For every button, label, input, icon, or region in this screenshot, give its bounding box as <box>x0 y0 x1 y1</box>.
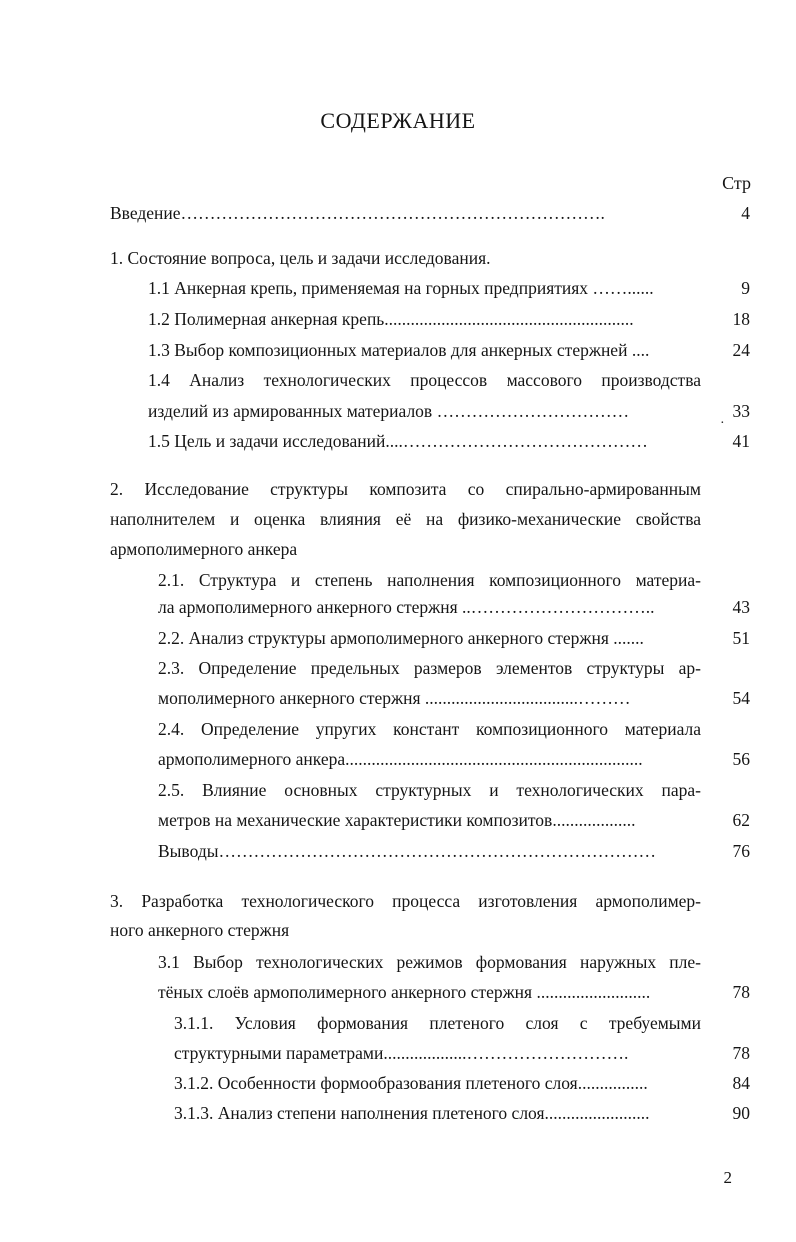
toc-entry-page: 76 <box>732 841 750 861</box>
toc-entry-page: 78 <box>732 982 750 1002</box>
toc-entry-page: 56 <box>732 749 750 769</box>
toc-entry-text: 3. Разработка технологического процесса изготовления армополимер- <box>110 891 701 911</box>
toc-entry-text: Выводы………………………………………………………………… <box>158 841 656 861</box>
toc-entry-page: 78 <box>732 1043 750 1063</box>
toc-entry-text: 2.2. Анализ структуры армополимерного анкерного стержня ....... <box>158 628 644 648</box>
toc-entry-page: 4 <box>741 203 750 223</box>
toc-entry-text: 3.1.2. Особенности формообразования плетеного слоя................ <box>174 1073 648 1093</box>
toc-entry-text: изделий из армированных материалов …………………………… <box>148 401 630 421</box>
toc-entry-text: 2.5. Влияние основных структурных и технологических пара- <box>158 780 701 800</box>
stray-mark: · <box>720 416 725 431</box>
toc-entry-text: 3.1 Выбор технологических режимов формования наружных пле- <box>158 952 701 972</box>
page-column-header: Стр <box>722 173 751 193</box>
toc-entry-page: 33 <box>732 401 750 421</box>
toc-entry-text: 3.1.1. Условия формования плетеного слоя с требуемыми <box>174 1013 701 1033</box>
toc-entry-text: тёных слоёв армополимерного анкерного стержня .......................... <box>158 982 651 1002</box>
toc-section-3-1-line2 <box>0 977 796 1007</box>
toc-entry-page: 18 <box>732 309 750 329</box>
toc-section-2-4-line2 <box>0 744 796 774</box>
toc-section-2-3-line1 <box>0 653 796 683</box>
toc-entry-page: 24 <box>732 340 750 360</box>
toc-section-1-2 <box>0 304 796 334</box>
toc-title: СОДЕРЖАНИЕ <box>320 108 476 133</box>
toc-entry-text: 3.1.3. Анализ степени наполнения плетеного слоя........................ <box>174 1103 650 1123</box>
toc-section-3-1-1-line1 <box>0 1008 796 1038</box>
toc-section-3-1-1-line2 <box>0 1038 796 1068</box>
toc-section-2-1-line2 <box>0 592 796 622</box>
toc-section-1-5 <box>0 426 796 456</box>
toc-entry-text: метров на механические характеристики композитов................... <box>158 810 636 830</box>
toc-entry-introduction <box>0 198 796 228</box>
toc-entry-page: 84 <box>732 1073 750 1093</box>
toc-chapter-1 <box>0 243 796 273</box>
toc-entry-text: 1.3 Выбор композиционных материалов для анкерных стержней .... <box>148 340 650 360</box>
toc-entry-text: 1. Состояние вопроса, цель и задачи исследования. <box>110 248 491 268</box>
toc-entry-text: 1.1 Анкерная крепь, применяемая на горных предприятиях ……...... <box>148 278 654 298</box>
toc-entry-text: 1.4 Анализ технологических процессов массового производства <box>148 370 701 390</box>
toc-section-2-5-line1 <box>0 775 796 805</box>
toc-entry-text: ла армополимерного анкерного стержня ..………………………….. <box>158 597 655 617</box>
toc-entry-page: 43 <box>732 597 750 617</box>
toc-entry-page: 51 <box>732 628 750 648</box>
page-number: 2 <box>723 1168 732 1187</box>
toc-entry-page: 9 <box>741 278 750 298</box>
toc-entry-text: 2.4. Определение упругих констант композиционного материала <box>158 719 701 739</box>
toc-section-2-1-line1 <box>0 565 796 595</box>
toc-chapter-2-line3 <box>0 534 796 564</box>
toc-section-2-conclusions <box>0 836 796 866</box>
toc-section-2-4-line1 <box>0 714 796 744</box>
toc-entry-text: структурными параметрами...................………………………. <box>174 1043 629 1063</box>
toc-entry-text: наполнителем и оценка влияния её на физико-механические свойства <box>110 509 701 529</box>
toc-section-2-3-line2 <box>0 683 796 713</box>
toc-entry-text: 1.2 Полимерная анкерная крепь......................................................... <box>148 309 634 329</box>
toc-section-2-5-line2 <box>0 805 796 835</box>
toc-entry-page: 90 <box>732 1103 750 1123</box>
toc-entry-page: 41 <box>732 431 750 451</box>
toc-entry-page: 62 <box>732 810 750 830</box>
toc-entry-text: армополимерного анкера <box>110 539 298 559</box>
toc-chapter-2-line1 <box>0 474 796 504</box>
toc-section-3-1-line1 <box>0 947 796 977</box>
toc-section-1-1 <box>0 273 796 303</box>
toc-section-2-2 <box>0 623 796 653</box>
toc-section-1-4-line2 <box>0 396 796 426</box>
toc-chapter-2-line2 <box>0 504 796 534</box>
toc-section-1-4-line1 <box>0 365 796 395</box>
toc-entry-text: мополимерного анкерного стержня ...................................……… <box>158 688 631 708</box>
toc-chapter-3-line2 <box>0 915 796 945</box>
toc-section-3-1-2 <box>0 1068 796 1098</box>
toc-section-1-3 <box>0 335 796 365</box>
toc-section-3-1-3 <box>0 1098 796 1128</box>
toc-entry-text: 2.1. Структура и степень наполнения композиционного материа- <box>158 570 701 590</box>
toc-entry-text: армополимерного анкера.................................................................... <box>158 749 643 769</box>
toc-entry-page: 54 <box>732 688 750 708</box>
toc-entry-text: Введение………………………………………………………………. <box>110 203 605 223</box>
toc-entry-text: 2.3. Определение предельных размеров элементов структуры ар- <box>158 658 701 678</box>
toc-entry-text: ного анкерного стержня <box>110 920 290 940</box>
toc-chapter-3-line1 <box>0 886 796 916</box>
toc-entry-text: 1.5 Цель и задачи исследований....…………………………………… <box>148 431 648 451</box>
toc-entry-text: 2. Исследование структуры композита со спирально-армированным <box>110 479 701 499</box>
